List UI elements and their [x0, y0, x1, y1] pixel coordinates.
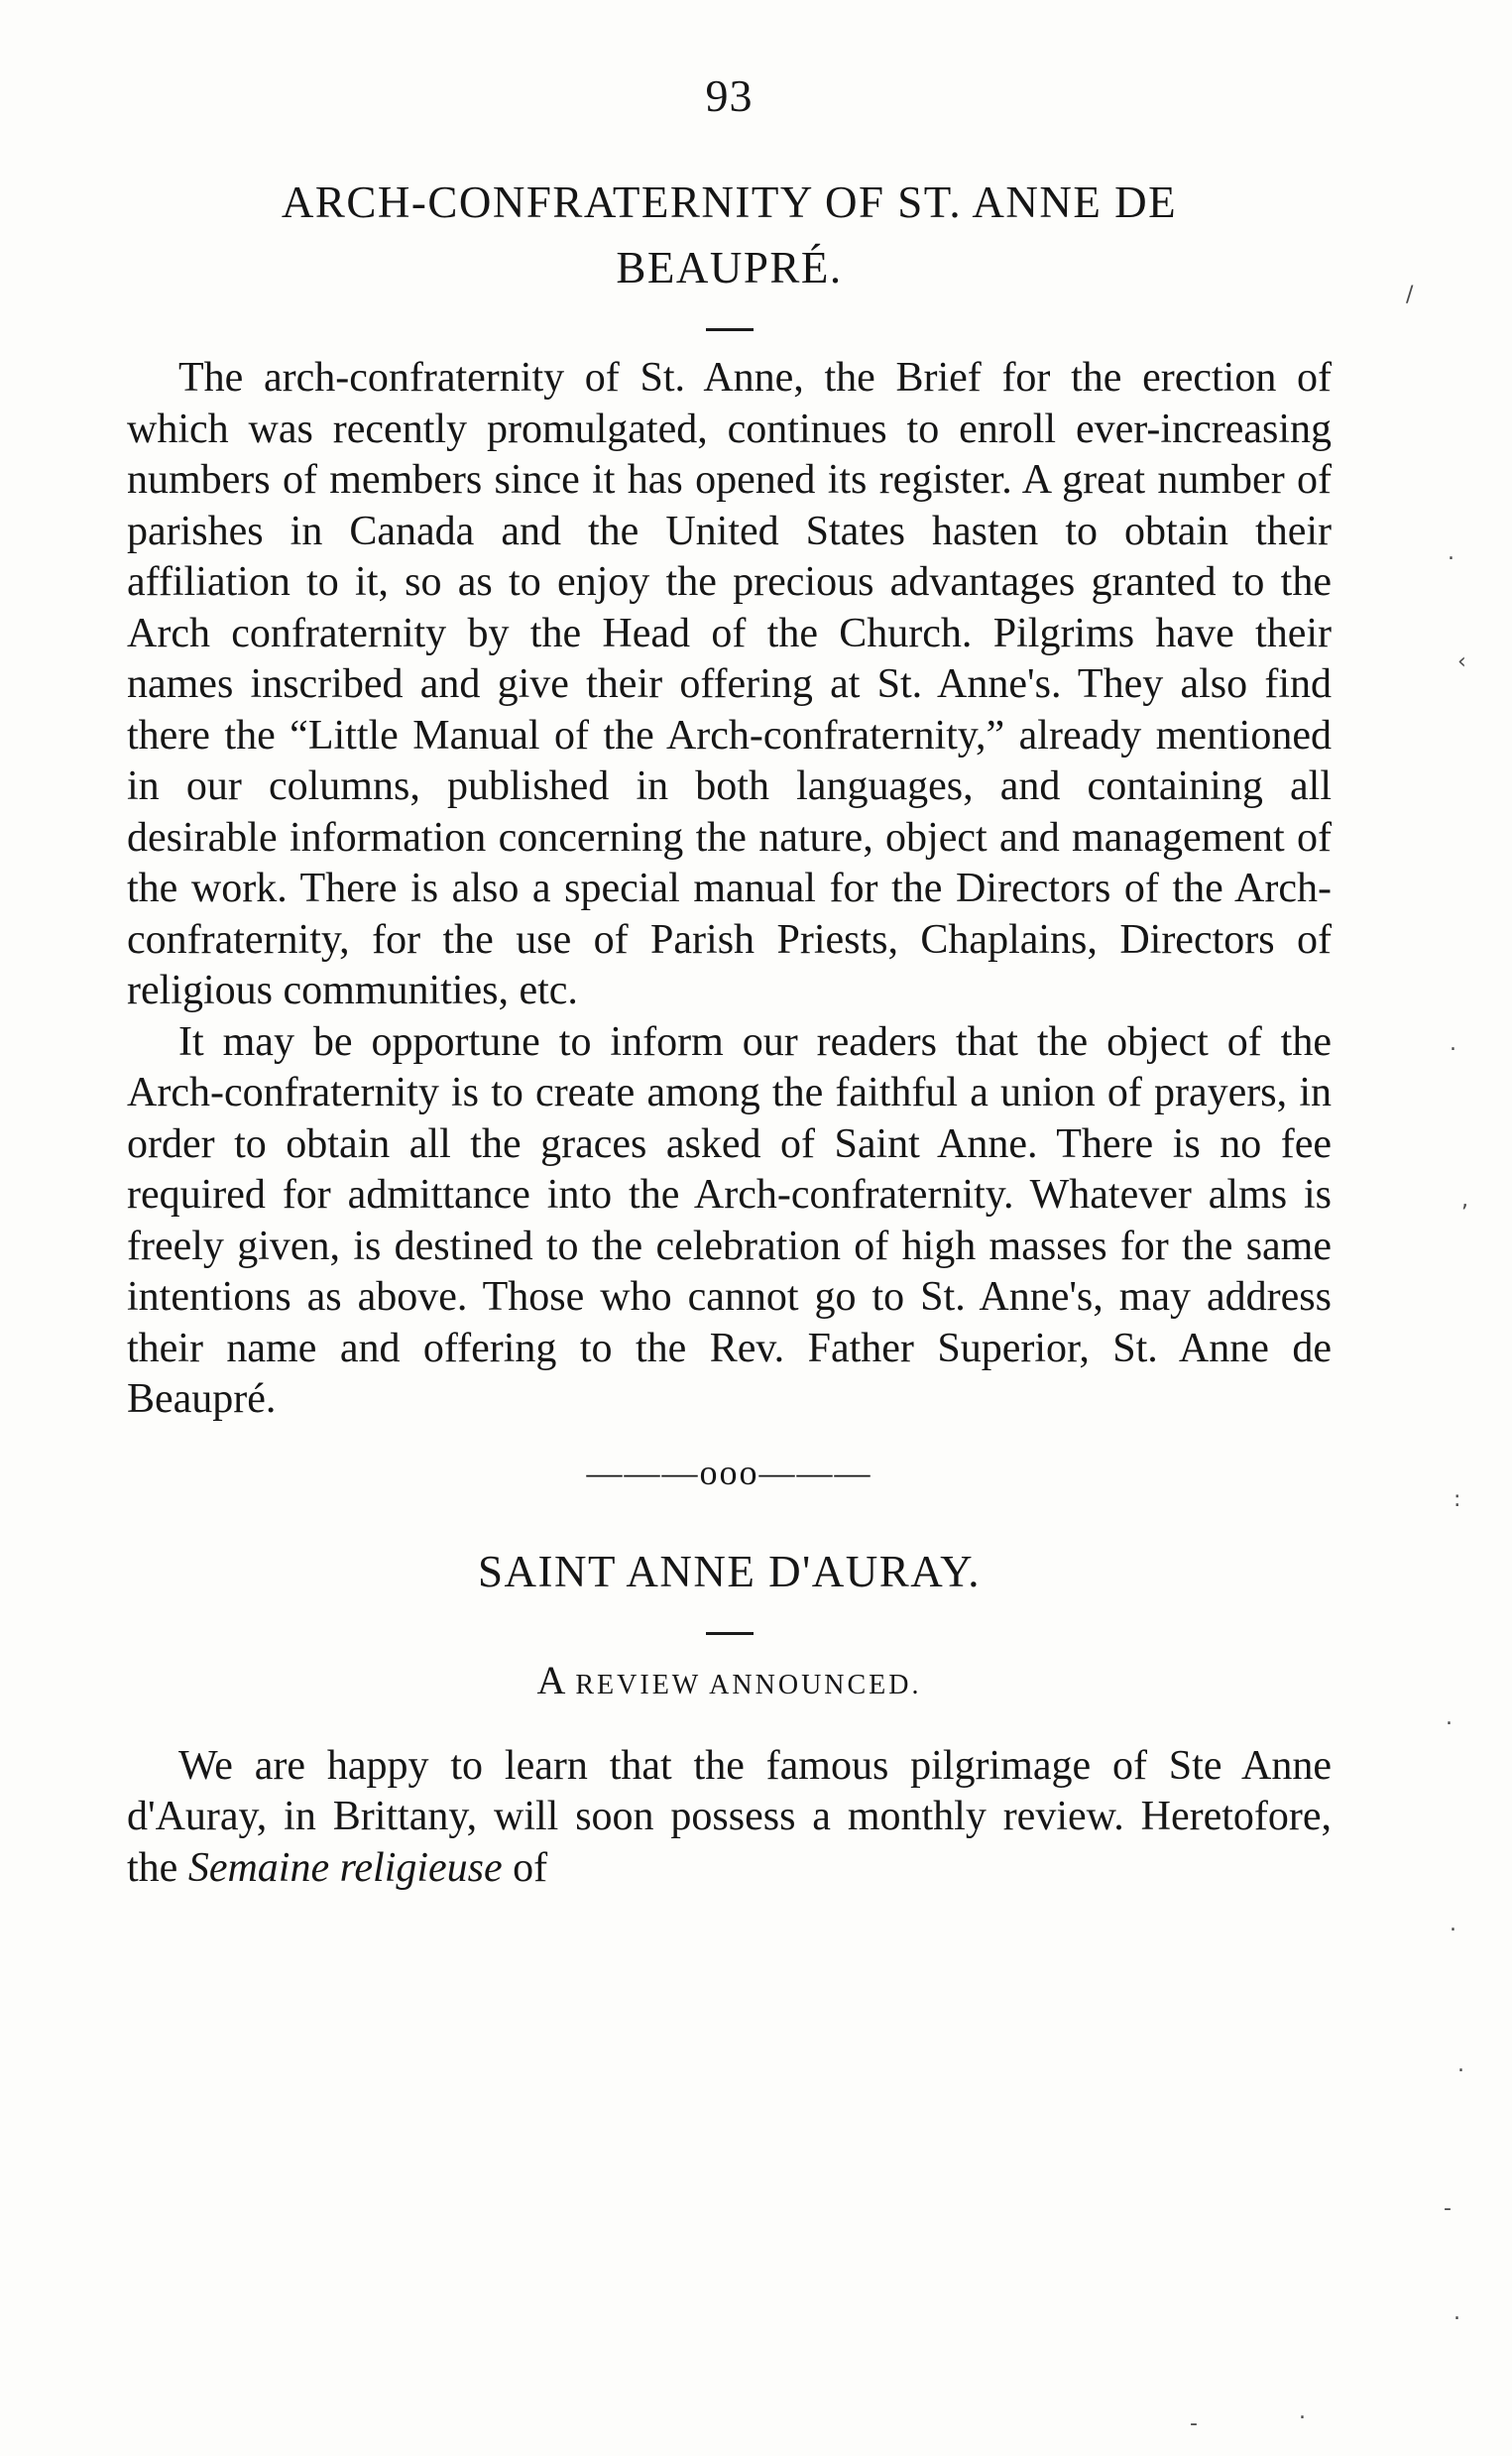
section-subtitle	[127, 1657, 1332, 1703]
article-title-line2: BEAUPRÉ.	[616, 243, 843, 292]
book-page	[127, 69, 1332, 1894]
section-paragraph-end: of	[502, 1844, 548, 1891]
subtitle-rest: REVIEW ANNOUNCED.	[565, 1669, 922, 1700]
article-paragraph-1: The arch-confraternity of St. Anne, the Brief for the erection of which was recently promulgated, continues to enroll ever-increasing numbers of members since it has opened its register. A great number of parishes in Canada and the United States hasten to obtain their affiliation to it, so as to enjoy the precious advantages granted to the Arch confraternity by the Head of the Church. Pilgrims have their names inscribed and give their offering at St. Anne's. They also find there the “Little Manual of the Arch-confraternity,” already mentioned in our columns, published in both languages, and containing all desirable information concerning the nature, object and management of the work. There is also a special manual for the Directors of the Arch-confraternity, for the use of Parish Priests, Chaplains, Directors of religious communities, etc.	[127, 355, 1332, 1013]
section-divider: ———ooo———	[586, 1452, 872, 1492]
title-rule	[706, 328, 754, 331]
article-paragraph-2: It may be opportune to inform our readers that the object of the Arch-confraternity is to create among the faithful a union of prayers, in order to obtain all the graces asked of Saint Anne. There is no fee required for admittance into the Arch-confraternity. Whatever alms is freely given, is destined to the celebration of high masses for the same intentions as above. Those who cannot go to St. Anne's, may address their name and offering to the Rev. Father Superior, St. Anne de Beaupré.	[127, 1018, 1332, 1422]
publication-name: Semaine religieuse	[187, 1844, 503, 1891]
section-paragraph-1	[127, 1741, 1332, 1895]
section-rule	[706, 1632, 754, 1635]
page-number: 93	[705, 70, 754, 121]
article-title	[127, 170, 1332, 300]
section-title: SAINT ANNE D'AURAY.	[477, 1546, 982, 1596]
section-paragraph-text: We are happy to learn that the famous pilgrimage of Ste Anne d'Auray, in Brittany, will soon possess a monthly review. Heretofore, the	[127, 1742, 1332, 1891]
subtitle-initial: A	[536, 1657, 566, 1702]
article-title-line1: ARCH-CONFRATERNITY OF ST. ANNE DE	[281, 177, 1178, 227]
